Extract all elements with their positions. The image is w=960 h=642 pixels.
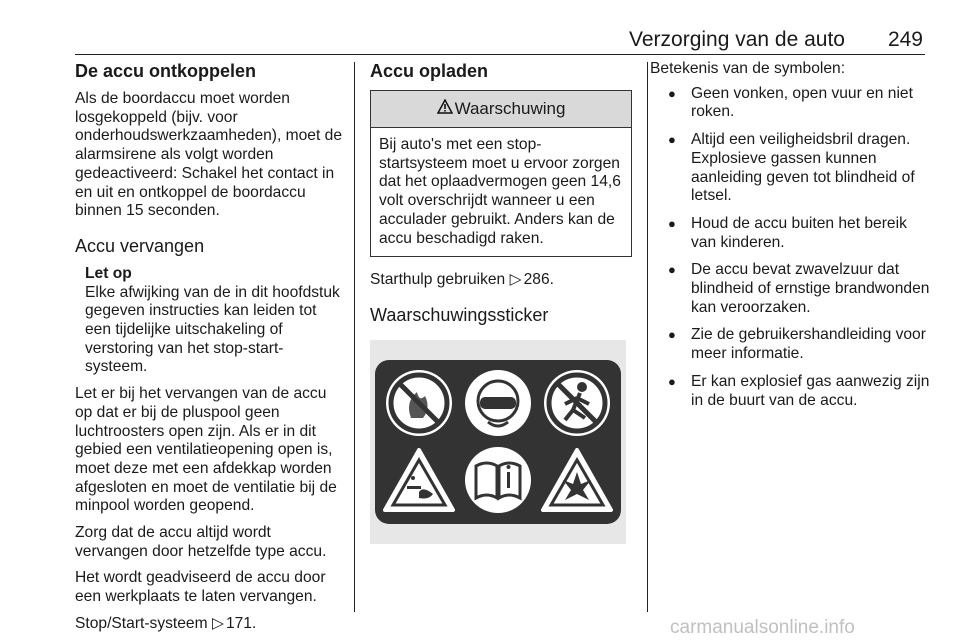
column-2 <box>370 60 632 544</box>
page-ref-icon: ▷ <box>509 271 522 289</box>
goggles-icon <box>465 370 531 436</box>
column-1 <box>75 60 345 642</box>
section-title-opladen: Accu opladen <box>370 61 489 81</box>
starthulp-paragraph <box>370 271 632 290</box>
stopstart-page[interactable]: 171. <box>225 614 257 632</box>
symbols-list <box>650 85 930 411</box>
stopstart-link-text[interactable]: Stop/Start-systeem <box>75 614 208 632</box>
warning-sticker-image <box>370 340 626 544</box>
starthulp-page[interactable]: 286. <box>523 271 554 289</box>
starthulp-link-text[interactable]: Starthulp gebruiken <box>370 271 506 289</box>
page-ref-icon: ▷ <box>211 614 224 632</box>
manual-book-icon <box>465 447 531 513</box>
note-box <box>85 265 345 377</box>
warning-triangle-icon <box>437 99 453 119</box>
note-text: Elke afwijking van de in dit hoofdstuk gegeven instructies kan leiden tot een tijdelijke uitschakeling of verstoring van het stop-start-systeem. <box>85 283 340 376</box>
list-item: ● Geen vonken, open vuur en niet roken. <box>650 85 930 122</box>
column-divider-2 <box>647 62 648 612</box>
warning-title: Waarschuwing <box>454 98 566 118</box>
list-item: ● Zie de gebruikershandleiding voor meer informatie. <box>650 326 930 363</box>
list-item: ● Altijd een veiligheidsbril dragen. Explosieve gassen kunnen aanleiding geven tot blindheid of letsel. <box>650 131 930 206</box>
list-item: ● De accu bevat zwavelzuur dat blindheid of ernstige brandwonden kan veroorzaken. <box>650 261 930 317</box>
warning-text: Bij auto's met een stop-startsysteem moet u ervoor zorgen dat het oplaadvermogen geen 14,6 volt overschrijdt wanneer u een acculader gebruikt. Anders kan de accu beschadigd raken. <box>379 136 621 247</box>
watermark: carmanualsonline.info <box>670 617 855 638</box>
sticker-title: Waarschuwingssticker <box>370 304 549 325</box>
header-title: Verzorging van de auto <box>629 28 845 51</box>
section-title-ontkoppelen: De accu ontkoppelen <box>75 61 257 81</box>
paragraph-1: Let er bij het vervangen van de accu op dat er bij de pluspool geen luchtroosters open zijn. Als er in dit gebied een ventilatieopening open is, moet deze met een afdekkap worden afgesloten en moet de ventilatie bij de minpool worden geopend. <box>75 385 337 515</box>
list-item: ● Er kan explosief gas aanwezig zijn in de buurt van de accu. <box>650 373 930 410</box>
paragraph-4 <box>75 615 345 634</box>
list-item: ● Houd de accu buiten het bereik van kinderen. <box>650 215 930 252</box>
page-number: 249 <box>887 28 923 51</box>
paragraph-3: Het wordt geadviseerd de accu door een werkplaats te laten vervangen. <box>75 569 326 606</box>
ontkoppelen-text: Als de boordaccu moet worden losgekoppeld (bijv. voor onderhoudswerkzaamheden), moet de alarmsirene als volgt worden gedeactiveerd: Schakel het contact in en uit en ontkoppel de boordaccu binnen 15 seconden. <box>75 90 342 220</box>
column-divider-1 <box>354 62 355 612</box>
paragraph-2: Zorg dat de accu altijd wordt vervangen door hetzelfde type accu. <box>75 524 327 560</box>
page-header <box>75 28 925 55</box>
symbols-intro: Betekenis van de symbolen: <box>650 60 846 77</box>
section-title-vervangen: Accu vervangen <box>75 235 205 256</box>
keep-children-away-icon <box>544 370 610 436</box>
warning-header <box>371 91 631 128</box>
no-fire-icon <box>386 370 452 436</box>
warning-box <box>370 90 632 257</box>
note-title: Let op <box>85 264 132 282</box>
column-3 <box>650 60 930 419</box>
